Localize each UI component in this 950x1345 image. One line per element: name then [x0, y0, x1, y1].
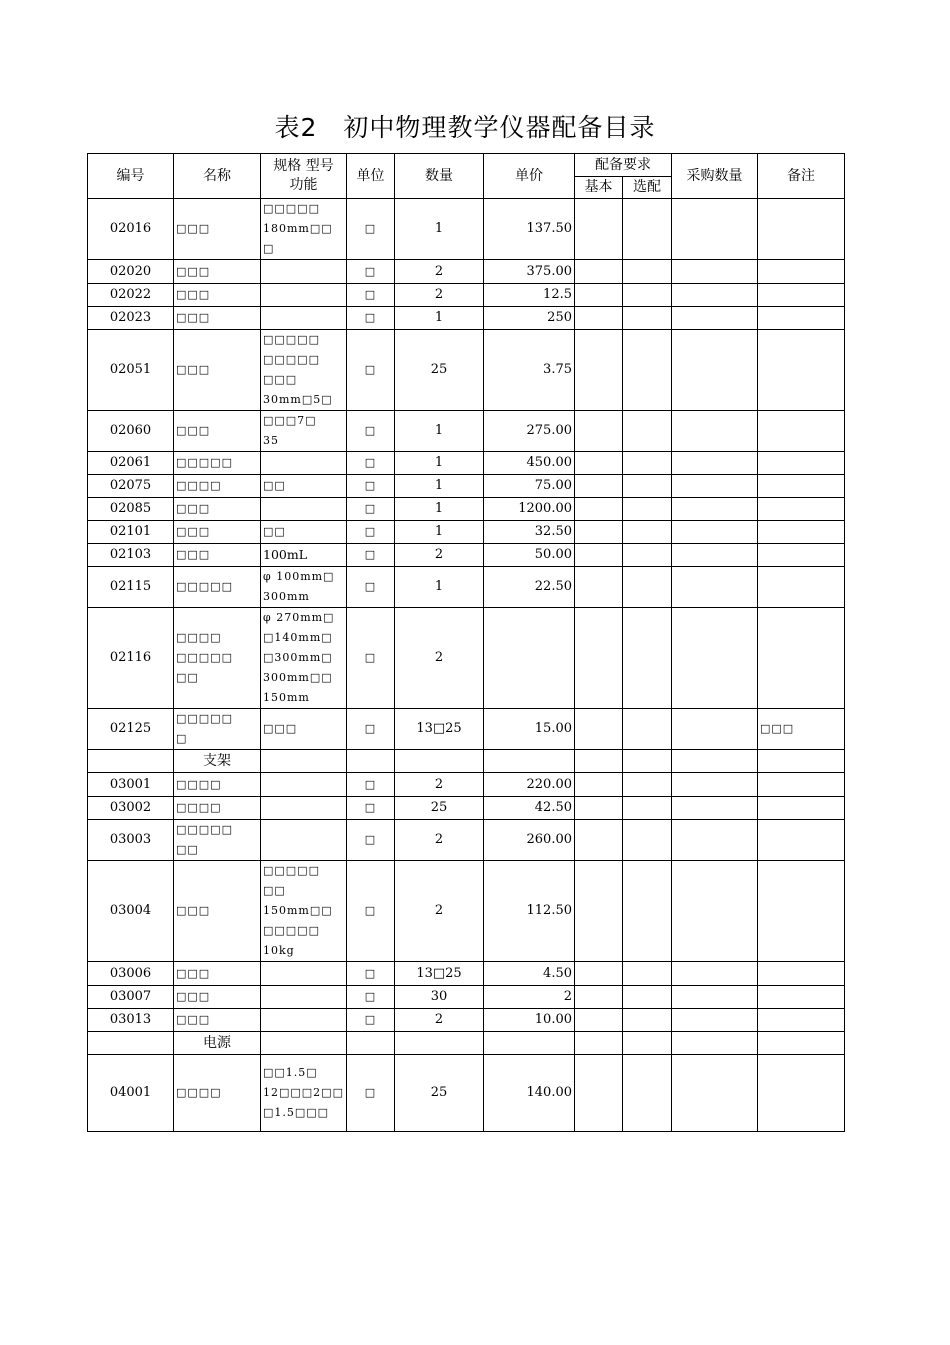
basic-cell [575, 567, 623, 608]
note-cell [758, 452, 845, 475]
section-row [88, 1032, 845, 1055]
unit-cell: □ [347, 260, 395, 284]
optional-cell [623, 820, 672, 861]
basic-cell [575, 797, 623, 820]
basic-cell [575, 1055, 623, 1132]
purchase-cell [672, 773, 758, 797]
optional-cell [623, 544, 672, 567]
spec-cell: □□□□□ □□□□□ □□□ 30mm□5□ [261, 330, 347, 411]
note-cell [758, 307, 845, 330]
purchase-cell [672, 567, 758, 608]
price-cell: 32.50 [484, 521, 575, 544]
optional-cell [623, 861, 672, 962]
spec-cell [261, 773, 347, 797]
optional-cell [623, 260, 672, 284]
qty-cell: 30 [395, 986, 484, 1009]
name-cell: □□□ [174, 330, 261, 411]
code-cell: 03013 [88, 1009, 174, 1032]
note-cell [758, 544, 845, 567]
header-requirement: 配备要求 [575, 154, 672, 177]
section-row [88, 750, 845, 773]
basic-cell [575, 475, 623, 498]
qty-cell: 1 [395, 307, 484, 330]
code-cell: 02101 [88, 521, 174, 544]
table-row [88, 307, 845, 330]
basic-cell [575, 284, 623, 307]
section-title: 电源 [174, 1032, 261, 1055]
empty-cell [575, 750, 623, 773]
price-cell: 75.00 [484, 475, 575, 498]
code-cell: 02060 [88, 411, 174, 452]
header-unit: 单位 [347, 154, 395, 199]
table-row [88, 820, 845, 861]
empty-cell [672, 1032, 758, 1055]
empty-cell [758, 750, 845, 773]
header-purchase: 采购数量 [672, 154, 758, 199]
unit-cell: □ [347, 962, 395, 986]
price-cell: 4.50 [484, 962, 575, 986]
table-row [88, 284, 845, 307]
spec-cell: □□ [261, 521, 347, 544]
code-cell: 02022 [88, 284, 174, 307]
price-cell: 42.50 [484, 797, 575, 820]
name-cell: □□□□ [174, 1055, 261, 1132]
empty-cell [395, 750, 484, 773]
note-cell [758, 567, 845, 608]
spec-cell: φ 100mm□ 300mm [261, 567, 347, 608]
spec-cell: □□□□□ □□ 150mm□□ □□□□□ 10kg [261, 861, 347, 962]
section-title: 支架 [174, 750, 261, 773]
unit-cell: □ [347, 608, 395, 709]
empty-cell [261, 750, 347, 773]
empty-cell [347, 750, 395, 773]
empty-cell [758, 1032, 845, 1055]
note-cell [758, 475, 845, 498]
unit-cell: □ [347, 544, 395, 567]
qty-cell: 2 [395, 820, 484, 861]
note-cell: □□□ [758, 709, 845, 750]
purchase-cell [672, 544, 758, 567]
note-cell [758, 608, 845, 709]
qty-cell: 25 [395, 330, 484, 411]
code-cell: 02051 [88, 330, 174, 411]
code-cell: 02020 [88, 260, 174, 284]
qty-cell: 25 [395, 1055, 484, 1132]
name-cell: □□□□ □□□□□ □□ [174, 608, 261, 709]
empty-cell [623, 750, 672, 773]
qty-cell: 2 [395, 544, 484, 567]
name-cell: □□□ [174, 861, 261, 962]
page-title: 表2 初中物理教学仪器配备目录 [274, 113, 656, 142]
empty-cell [261, 1032, 347, 1055]
name-cell: □□□□□ [174, 452, 261, 475]
code-cell: 02061 [88, 452, 174, 475]
price-cell: 2 [484, 986, 575, 1009]
basic-cell [575, 861, 623, 962]
optional-cell [623, 199, 672, 260]
qty-cell: 1 [395, 475, 484, 498]
optional-cell [623, 986, 672, 1009]
basic-cell [575, 986, 623, 1009]
note-cell [758, 284, 845, 307]
header-basic: 基本 [575, 177, 623, 199]
purchase-cell [672, 199, 758, 260]
unit-cell: □ [347, 452, 395, 475]
optional-cell [623, 608, 672, 709]
qty-cell: 2 [395, 608, 484, 709]
name-cell: □□□ [174, 260, 261, 284]
basic-cell [575, 962, 623, 986]
empty-cell [395, 1032, 484, 1055]
spec-cell: 100mL [261, 544, 347, 567]
table-row [88, 773, 845, 797]
optional-cell [623, 284, 672, 307]
qty-cell: 13□25 [395, 962, 484, 986]
table-row [88, 260, 845, 284]
optional-cell [623, 797, 672, 820]
price-cell: 3.75 [484, 330, 575, 411]
name-cell: □□□ [174, 498, 261, 521]
qty-cell: 2 [395, 1009, 484, 1032]
unit-cell: □ [347, 307, 395, 330]
qty-cell: 1 [395, 411, 484, 452]
basic-cell [575, 820, 623, 861]
unit-cell: □ [347, 1055, 395, 1132]
spec-cell [261, 986, 347, 1009]
optional-cell [623, 411, 672, 452]
purchase-cell [672, 284, 758, 307]
basic-cell [575, 1009, 623, 1032]
note-cell [758, 1055, 845, 1132]
qty-cell: 1 [395, 521, 484, 544]
spec-cell [261, 307, 347, 330]
note-cell [758, 820, 845, 861]
qty-cell: 13□25 [395, 709, 484, 750]
table-row [88, 1009, 845, 1032]
name-cell: □□□ [174, 284, 261, 307]
note-cell [758, 962, 845, 986]
table-row [88, 452, 845, 475]
purchase-cell [672, 498, 758, 521]
price-cell: 10.00 [484, 1009, 575, 1032]
equipment-table [87, 153, 845, 1132]
price-cell: 450.00 [484, 452, 575, 475]
empty-cell [88, 1032, 174, 1055]
basic-cell [575, 498, 623, 521]
optional-cell [623, 567, 672, 608]
name-cell: □□□ [174, 307, 261, 330]
name-cell: □□□□□ [174, 567, 261, 608]
spec-cell: □□ [261, 475, 347, 498]
purchase-cell [672, 986, 758, 1009]
table-row [88, 521, 845, 544]
empty-cell [672, 750, 758, 773]
basic-cell [575, 709, 623, 750]
name-cell: □□□ [174, 962, 261, 986]
qty-cell: 25 [395, 797, 484, 820]
basic-cell [575, 307, 623, 330]
header-spec: 规格 型号 功能 [261, 154, 347, 199]
spec-cell [261, 284, 347, 307]
spec-cell [261, 1009, 347, 1032]
empty-cell [484, 1032, 575, 1055]
note-cell [758, 199, 845, 260]
name-cell: □□□□□ □ [174, 709, 261, 750]
note-cell [758, 521, 845, 544]
note-cell [758, 1009, 845, 1032]
unit-cell: □ [347, 1009, 395, 1032]
purchase-cell [672, 475, 758, 498]
purchase-cell [672, 260, 758, 284]
optional-cell [623, 307, 672, 330]
qty-cell: 1 [395, 567, 484, 608]
price-cell: 137.50 [484, 199, 575, 260]
code-cell: 02085 [88, 498, 174, 521]
table-row [88, 567, 845, 608]
empty-cell [347, 1032, 395, 1055]
code-cell: 02075 [88, 475, 174, 498]
header-row [88, 154, 845, 177]
unit-cell: □ [347, 330, 395, 411]
code-cell: 02115 [88, 567, 174, 608]
basic-cell [575, 521, 623, 544]
name-cell: □□□ [174, 521, 261, 544]
table-row [88, 330, 845, 411]
purchase-cell [672, 452, 758, 475]
optional-cell [623, 709, 672, 750]
spec-cell: □□□ [261, 709, 347, 750]
spec-cell: φ 270mm□ □140mm□ □300mm□ 300mm□□ 150mm [261, 608, 347, 709]
optional-cell [623, 962, 672, 986]
table-row [88, 411, 845, 452]
purchase-cell [672, 330, 758, 411]
optional-cell [623, 498, 672, 521]
empty-cell [88, 750, 174, 773]
header-qty: 数量 [395, 154, 484, 199]
table-row [88, 709, 845, 750]
name-cell: □□□□ [174, 797, 261, 820]
purchase-cell [672, 521, 758, 544]
header-optional: 选配 [623, 177, 672, 199]
basic-cell [575, 544, 623, 567]
optional-cell [623, 773, 672, 797]
price-cell: 220.00 [484, 773, 575, 797]
qty-cell: 2 [395, 861, 484, 962]
note-cell [758, 330, 845, 411]
price-cell: 275.00 [484, 411, 575, 452]
purchase-cell [672, 962, 758, 986]
code-cell: 02023 [88, 307, 174, 330]
table-row [88, 797, 845, 820]
price-cell [484, 608, 575, 709]
name-cell: □□□ [174, 411, 261, 452]
optional-cell [623, 475, 672, 498]
basic-cell [575, 773, 623, 797]
empty-cell [484, 750, 575, 773]
spec-cell [261, 452, 347, 475]
optional-cell [623, 1009, 672, 1032]
basic-cell [575, 260, 623, 284]
optional-cell [623, 330, 672, 411]
basic-cell [575, 330, 623, 411]
name-cell: □□□□ [174, 475, 261, 498]
name-cell: □□□ [174, 1009, 261, 1032]
name-cell: □□□ [174, 986, 261, 1009]
unit-cell: □ [347, 521, 395, 544]
qty-cell: 2 [395, 773, 484, 797]
spec-cell [261, 260, 347, 284]
purchase-cell [672, 797, 758, 820]
unit-cell: □ [347, 199, 395, 260]
unit-cell: □ [347, 709, 395, 750]
header-name: 名称 [174, 154, 261, 199]
name-cell: □□□□ [174, 773, 261, 797]
unit-cell: □ [347, 475, 395, 498]
table-row [88, 861, 845, 962]
code-cell: 03006 [88, 962, 174, 986]
unit-cell: □ [347, 986, 395, 1009]
note-cell [758, 861, 845, 962]
price-cell: 140.00 [484, 1055, 575, 1132]
unit-cell: □ [347, 797, 395, 820]
code-cell: 02103 [88, 544, 174, 567]
purchase-cell [672, 820, 758, 861]
purchase-cell [672, 307, 758, 330]
spec-cell: □□□□□ 180mm□□ □ [261, 199, 347, 260]
table-row [88, 962, 845, 986]
note-cell [758, 260, 845, 284]
note-cell [758, 797, 845, 820]
note-cell [758, 498, 845, 521]
table-row [88, 544, 845, 567]
basic-cell [575, 452, 623, 475]
code-cell: 04001 [88, 1055, 174, 1132]
code-cell: 03007 [88, 986, 174, 1009]
price-cell: 22.50 [484, 567, 575, 608]
table-row [88, 475, 845, 498]
note-cell [758, 773, 845, 797]
table-row [88, 1055, 845, 1132]
unit-cell: □ [347, 284, 395, 307]
purchase-cell [672, 608, 758, 709]
table-row [88, 498, 845, 521]
code-cell: 03003 [88, 820, 174, 861]
purchase-cell [672, 1055, 758, 1132]
price-cell: 250 [484, 307, 575, 330]
qty-cell: 1 [395, 498, 484, 521]
unit-cell: □ [347, 498, 395, 521]
code-cell: 02125 [88, 709, 174, 750]
optional-cell [623, 1055, 672, 1132]
name-cell: □□□ [174, 199, 261, 260]
price-cell: 375.00 [484, 260, 575, 284]
price-cell: 260.00 [484, 820, 575, 861]
code-cell: 03004 [88, 861, 174, 962]
optional-cell [623, 521, 672, 544]
header-code: 编号 [88, 154, 174, 199]
qty-cell: 2 [395, 260, 484, 284]
price-cell: 15.00 [484, 709, 575, 750]
code-cell: 03002 [88, 797, 174, 820]
qty-cell: 1 [395, 452, 484, 475]
qty-cell: 2 [395, 284, 484, 307]
basic-cell [575, 608, 623, 709]
table-row [88, 986, 845, 1009]
unit-cell: □ [347, 861, 395, 962]
price-cell: 112.50 [484, 861, 575, 962]
optional-cell [623, 452, 672, 475]
spec-cell [261, 498, 347, 521]
basic-cell [575, 411, 623, 452]
code-cell: 02016 [88, 199, 174, 260]
name-cell: □□□ [174, 544, 261, 567]
empty-cell [623, 1032, 672, 1055]
unit-cell: □ [347, 411, 395, 452]
spec-cell: □□□7□ 35 [261, 411, 347, 452]
unit-cell: □ [347, 820, 395, 861]
note-cell [758, 411, 845, 452]
price-cell: 50.00 [484, 544, 575, 567]
header-note: 备注 [758, 154, 845, 199]
spec-cell [261, 797, 347, 820]
purchase-cell [672, 709, 758, 750]
table-row [88, 608, 845, 709]
name-cell: □□□□□ □□ [174, 820, 261, 861]
spec-cell [261, 962, 347, 986]
basic-cell [575, 199, 623, 260]
purchase-cell [672, 861, 758, 962]
purchase-cell [672, 411, 758, 452]
code-cell: 03001 [88, 773, 174, 797]
empty-cell [575, 1032, 623, 1055]
header-price: 单价 [484, 154, 575, 199]
spec-cell: □□1.5□ 12□□□2□□ □1.5□□□ [261, 1055, 347, 1132]
price-cell: 1200.00 [484, 498, 575, 521]
note-cell [758, 986, 845, 1009]
unit-cell: □ [347, 567, 395, 608]
table-row [88, 199, 845, 260]
code-cell: 02116 [88, 608, 174, 709]
purchase-cell [672, 1009, 758, 1032]
qty-cell: 1 [395, 199, 484, 260]
price-cell: 12.5 [484, 284, 575, 307]
unit-cell: □ [347, 773, 395, 797]
spec-cell [261, 820, 347, 861]
